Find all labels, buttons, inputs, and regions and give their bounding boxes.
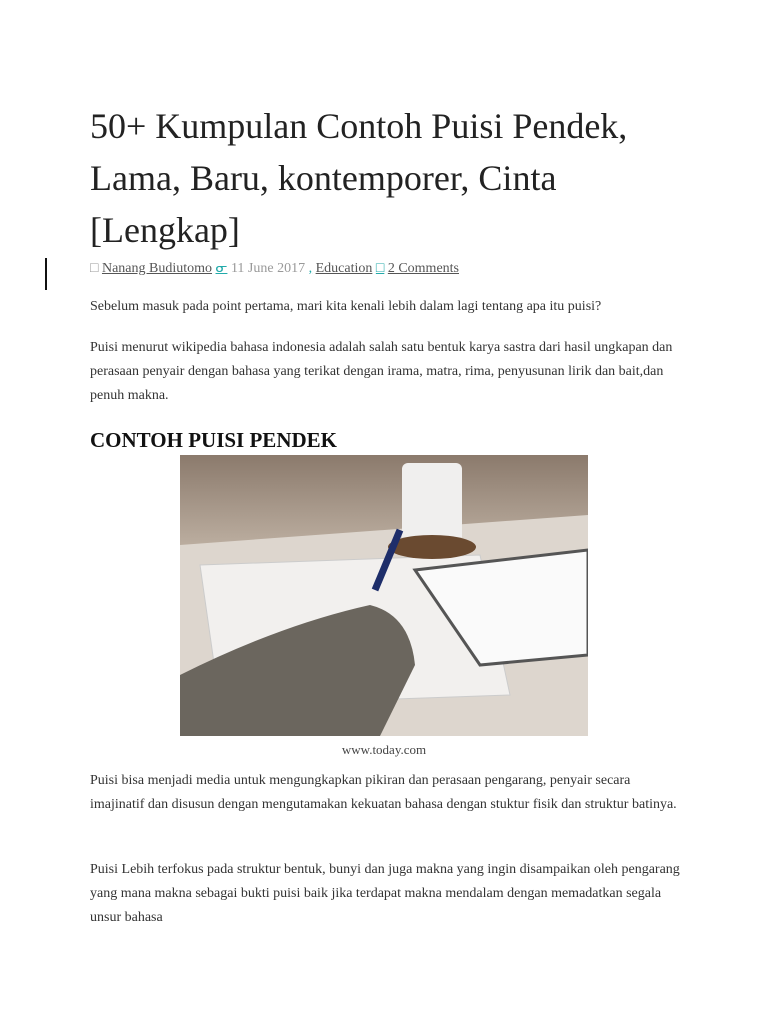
comment-icon: □ <box>375 261 385 276</box>
article-title: 50+ Kumpulan Contoh Puisi Pendek, Lama, Baru, kontemporer, Cinta [Lengkap] <box>90 106 628 250</box>
user-icon: □ <box>90 261 99 276</box>
post-date: 11 June 2017 <box>230 261 306 276</box>
article-image <box>180 455 588 736</box>
comments-link[interactable]: 2 Comments <box>387 261 459 276</box>
paragraph: Puisi bisa menjadi media untuk mengungkapkan pikiran dan perasaan pengarang, penyair secara imajinatif dan disusun dengan mengutamakan kekuatan bahasa dengan stuktur fisik dan struktur batinya. <box>90 773 677 812</box>
image-caption: www.today.com <box>341 742 427 757</box>
post-meta <box>90 260 459 277</box>
category-link[interactable]: Education <box>315 261 373 276</box>
paragraph: Sebelum masuk pada point pertama, mari kita kenali lebih dalam lagi tentang apa itu puisi? <box>90 299 602 314</box>
section-heading: CONTOH PUISI PENDEK <box>90 428 337 452</box>
paragraph: Puisi Lebih terfokus pada struktur bentuk, bunyi dan juga makna yang ingin disampaikan oleh pengarang yang mana makna sebagai bukti puisi baik jika terdapat makna mendalam dengan memadatkan segala unsur bahasa <box>90 862 680 925</box>
paragraph: Puisi menurut wikipedia bahasa indonesia adalah salah satu bentuk karya sastra dari hasil ungkapan dan perasaan penyair dengan bahasa yang terikat dengan irama, matra, rima, penyusunan lirik dan bait,dan penuh makna. <box>90 340 673 403</box>
text-cursor <box>45 258 47 290</box>
author-link[interactable]: Nanang Budiutomo <box>101 261 213 276</box>
calendar-icon: ᓂ <box>215 261 228 276</box>
separator: , <box>308 261 313 276</box>
